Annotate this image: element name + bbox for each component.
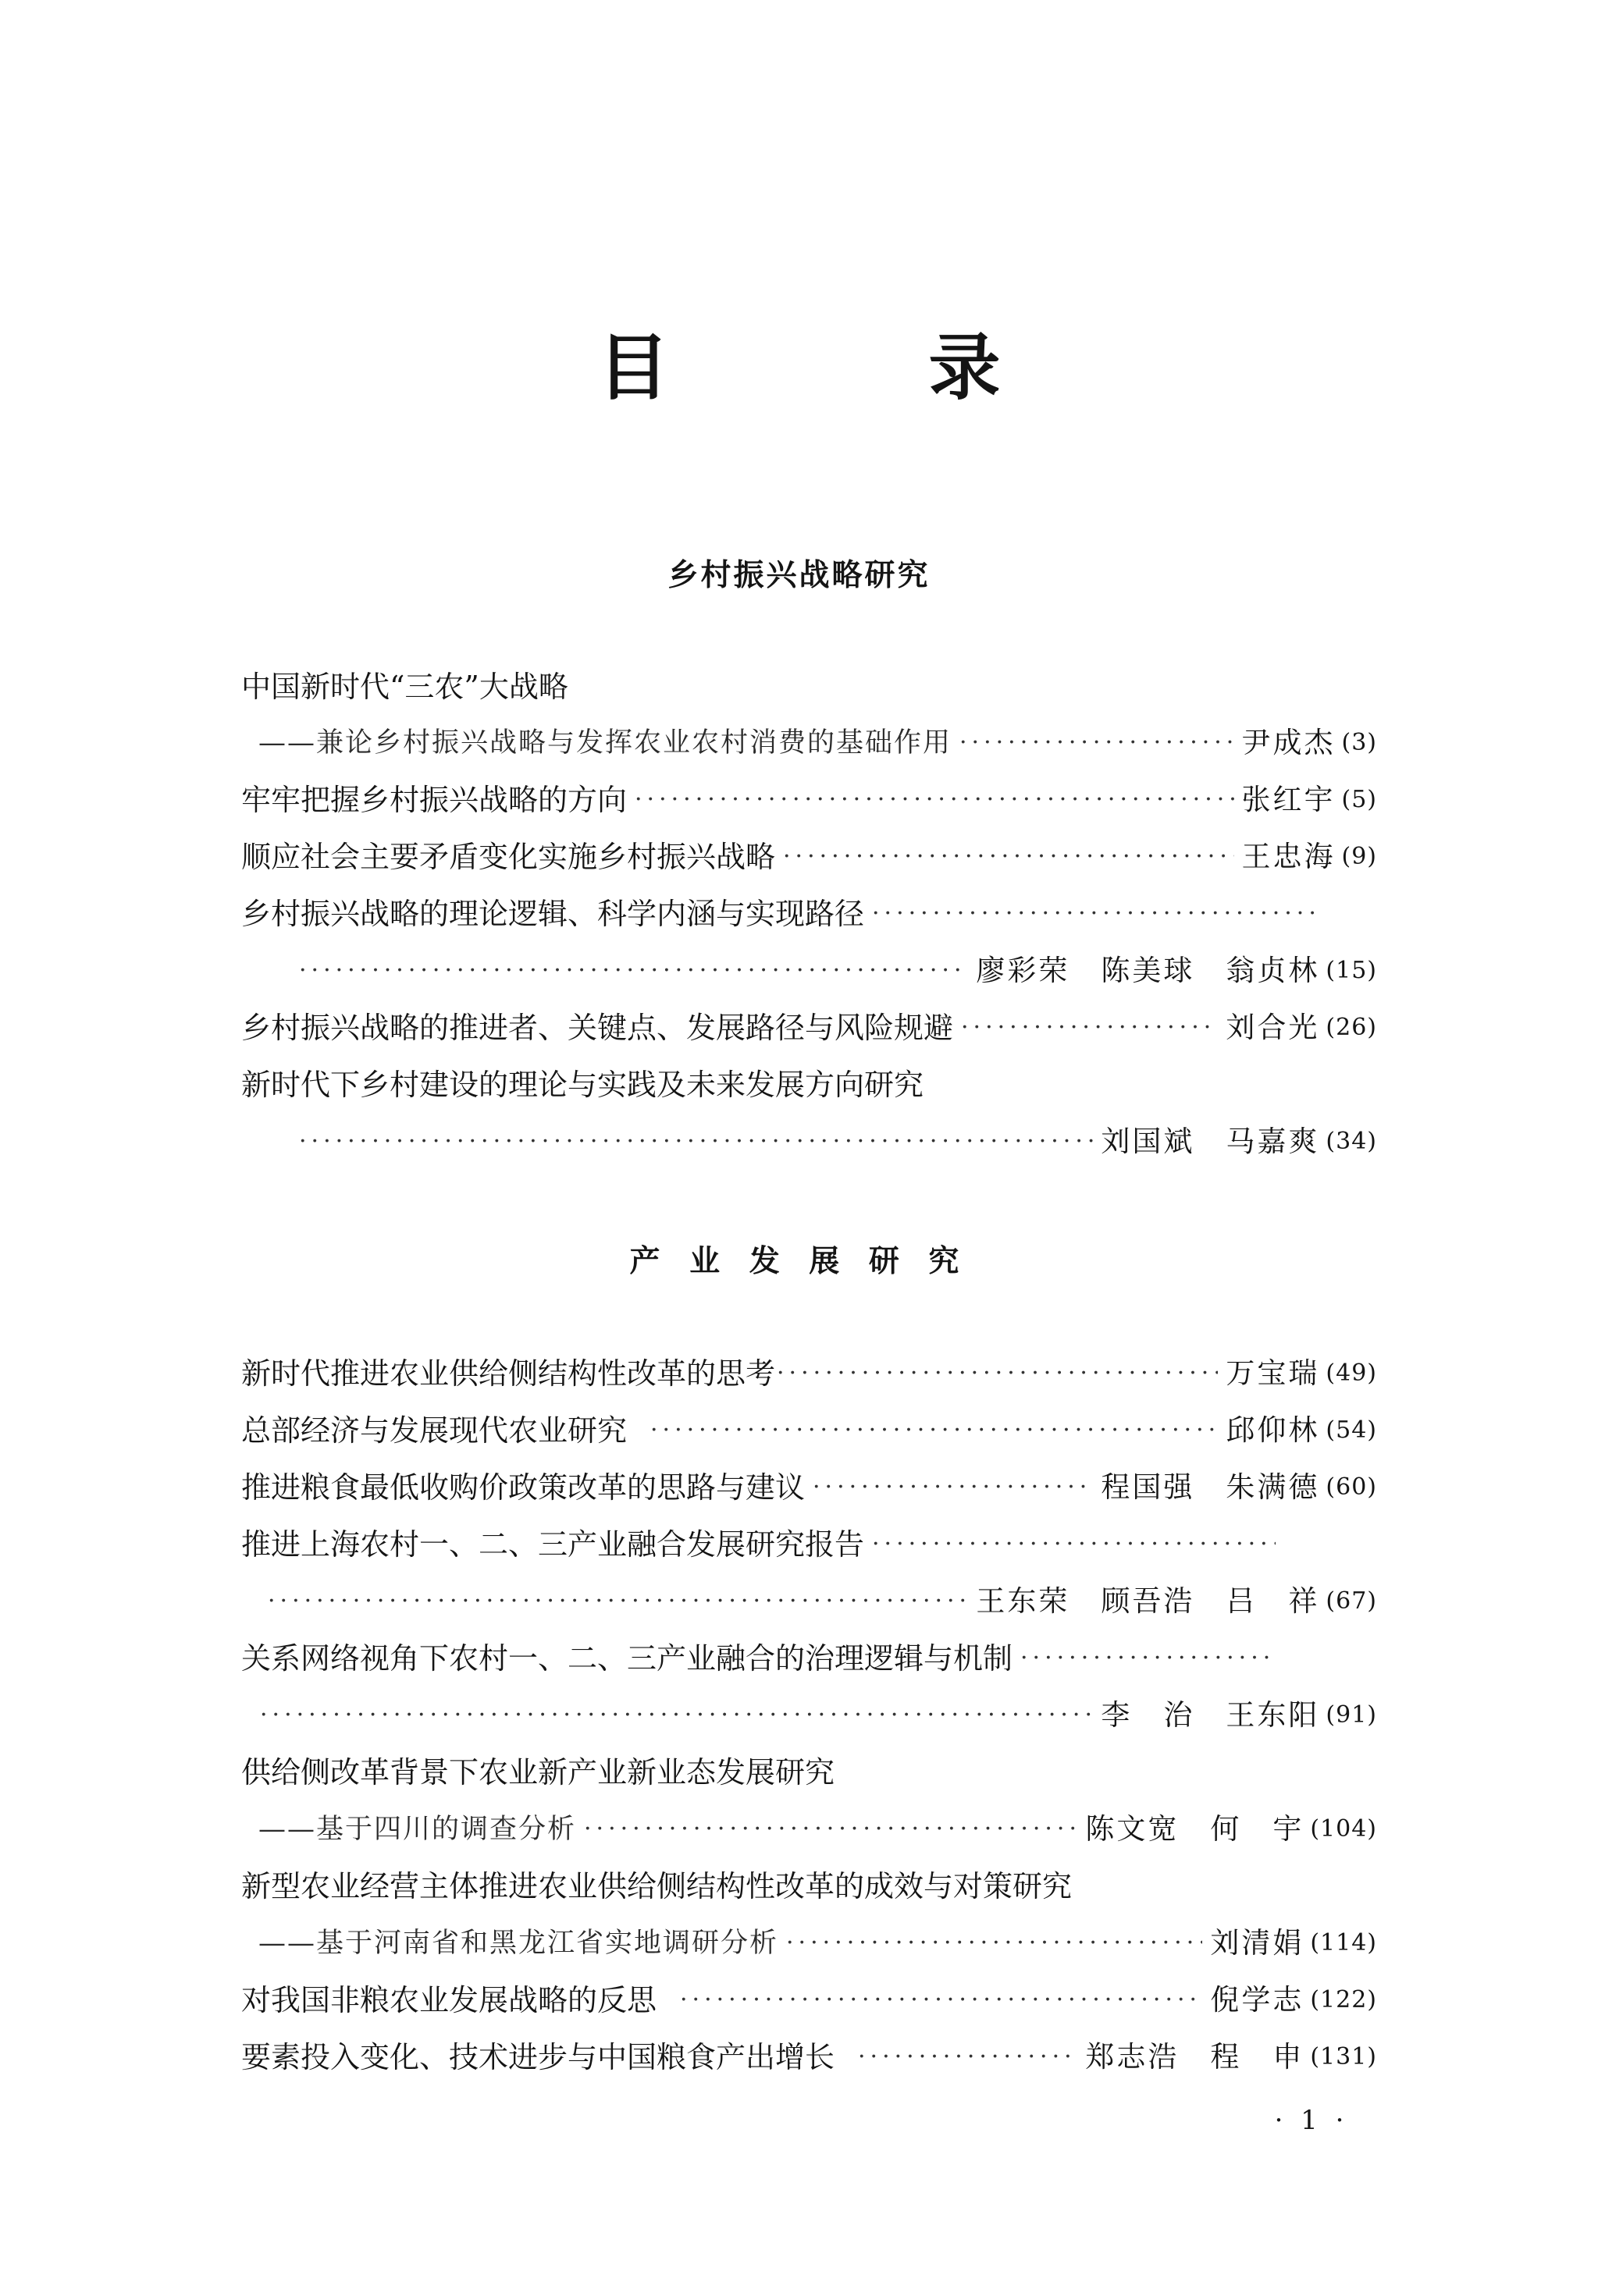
entry-page: (34) [1326, 1128, 1377, 1155]
dot-leader [813, 1464, 1093, 1511]
toc-entry[interactable] [241, 890, 1322, 937]
entry-page: (3) [1341, 729, 1377, 756]
entry-author: 李 治 王东阳 [1101, 1698, 1320, 1732]
entry-subtitle: ——基于河南省和黑龙江省实地调研分析 [258, 1928, 779, 1959]
entry-author: 尹成杰 [1241, 726, 1336, 759]
toc-entry[interactable] [299, 1118, 1377, 1165]
entry-author: 倪学志 [1210, 1983, 1304, 2017]
entry-page: (9) [1341, 843, 1377, 870]
toc-entry[interactable] [241, 1749, 1377, 1796]
dot-leader [858, 2034, 1077, 2081]
entry-title: 新时代推进农业供给侧结构性改革的思考 [241, 1356, 776, 1391]
dot-leader [959, 720, 1233, 766]
entry-title: 新型农业经营主体推进农业供给侧结构性改革的成效与对策研究 [241, 1869, 1073, 1903]
entry-author: 程国强 朱满德 [1101, 1470, 1320, 1504]
toc-entry[interactable] [241, 663, 1377, 710]
dot-leader [680, 1977, 1202, 2024]
toc-entry[interactable] [241, 1863, 1377, 1910]
entry-page: (54) [1326, 1416, 1377, 1444]
toc-entry[interactable] [241, 833, 1377, 880]
entry-title: 牢牢把握乡村振兴战略的方向 [241, 783, 628, 817]
toc-entry[interactable] [241, 1635, 1283, 1682]
entry-author: 王东荣 顾吾浩 吕 祥 [976, 1584, 1320, 1618]
entry-author: 刘清娟 [1210, 1926, 1304, 1960]
toc-entry[interactable] [241, 777, 1377, 823]
entry-author: 廖彩荣 陈美球 翁贞林 [976, 954, 1320, 987]
entry-title: 关系网络视角下农村一、二、三产业融合的治理逻辑与机制 [241, 1641, 1013, 1676]
entry-title: 要素投入变化、技术进步与中国粮食产出增长 [241, 2040, 835, 2074]
entry-title: 顺应社会主要矛盾变化实施乡村振兴战略 [241, 840, 776, 874]
toc-entry[interactable] [241, 1521, 1283, 1568]
entry-page: (15) [1326, 957, 1377, 984]
toc-entry[interactable] [268, 1578, 1377, 1625]
dot-leader [786, 1920, 1202, 1967]
dot-leader [584, 1806, 1077, 1853]
section-heading: 产 业 发 展 研 究 [629, 1243, 969, 1279]
toc-entry[interactable] [258, 720, 1377, 766]
dot-leader [260, 1692, 1093, 1739]
entry-page: (104) [1310, 1815, 1377, 1843]
dot-leader [777, 1350, 1218, 1397]
entry-title: 对我国非粮农业发展战略的反思 [241, 1983, 657, 2017]
entry-subtitle: ——基于四川的调查分析 [258, 1814, 577, 1845]
entry-page: (60) [1326, 1473, 1377, 1501]
entry-author: 万宝瑞 [1226, 1356, 1320, 1390]
entry-author: 邱仰林 [1226, 1413, 1320, 1447]
entry-author: 陈文宽 何 宇 [1085, 1812, 1304, 1846]
entry-title: 推进上海农村一、二、三产业融合发展研究报告 [241, 1527, 865, 1562]
toc-entry[interactable] [241, 2034, 1377, 2081]
entry-page: (114) [1310, 1929, 1377, 1957]
entry-page: (26) [1326, 1014, 1377, 1041]
toc-entry[interactable] [260, 1692, 1377, 1739]
toc-entry[interactable] [258, 1806, 1377, 1853]
toc-entry[interactable] [258, 1920, 1377, 1967]
entry-page: (67) [1326, 1587, 1377, 1615]
entry-author: 刘国斌 马嘉爽 [1101, 1125, 1320, 1158]
toc-entry[interactable] [241, 1977, 1377, 2024]
dot-leader [268, 1578, 968, 1625]
section-heading: 乡村振兴战略研究 [667, 557, 931, 593]
toc-entry[interactable] [241, 1407, 1377, 1454]
entry-title: 供给侧改革背景下农业新产业新业态发展研究 [241, 1755, 835, 1790]
dot-leader [961, 1004, 1218, 1051]
entry-page: (131) [1310, 2043, 1377, 2070]
toc-entry[interactable] [241, 1061, 1377, 1108]
entry-page: (5) [1341, 786, 1377, 813]
entry-title: 中国新时代“三农”大战略 [241, 670, 568, 704]
entry-title: 推进粮食最低收购价政策改革的思路与建议 [241, 1470, 806, 1505]
entry-page: (122) [1310, 1986, 1377, 2013]
entry-title: 乡村振兴战略的理论逻辑、科学内涵与实现路径 [241, 897, 865, 931]
entry-page: (49) [1326, 1359, 1377, 1387]
entry-author: 张红宇 [1241, 783, 1336, 816]
dot-leader [299, 947, 968, 994]
toc-entry[interactable] [299, 947, 1377, 994]
dot-leader [872, 890, 1315, 937]
dot-leader [650, 1407, 1218, 1454]
entry-title: 新时代下乡村建设的理论与实践及未来发展方向研究 [241, 1068, 924, 1102]
dot-leader [299, 1118, 1093, 1165]
toc-entry[interactable] [241, 1350, 1377, 1397]
entry-title: 总部经济与发展现代农业研究 [241, 1413, 628, 1448]
toc-entry[interactable] [241, 1004, 1377, 1051]
entry-author: 刘合光 [1226, 1011, 1320, 1044]
page-number: · 1 · [1274, 2105, 1349, 2136]
entry-page: (91) [1326, 1701, 1377, 1729]
dot-leader [872, 1521, 1276, 1568]
entry-title: 乡村振兴战略的推进者、关键点、发展路径与风险规避 [241, 1011, 954, 1045]
page-title: 目 录 [597, 325, 1094, 410]
entry-author: 郑志浩 程 申 [1085, 2040, 1304, 2074]
entry-subtitle: ——兼论乡村振兴战略与发挥农业农村消费的基础作用 [258, 727, 952, 759]
dot-leader [783, 833, 1233, 880]
entry-author: 王忠海 [1241, 840, 1336, 873]
dot-leader [635, 777, 1233, 823]
toc-entry[interactable] [241, 1464, 1377, 1511]
dot-leader [1020, 1635, 1276, 1682]
